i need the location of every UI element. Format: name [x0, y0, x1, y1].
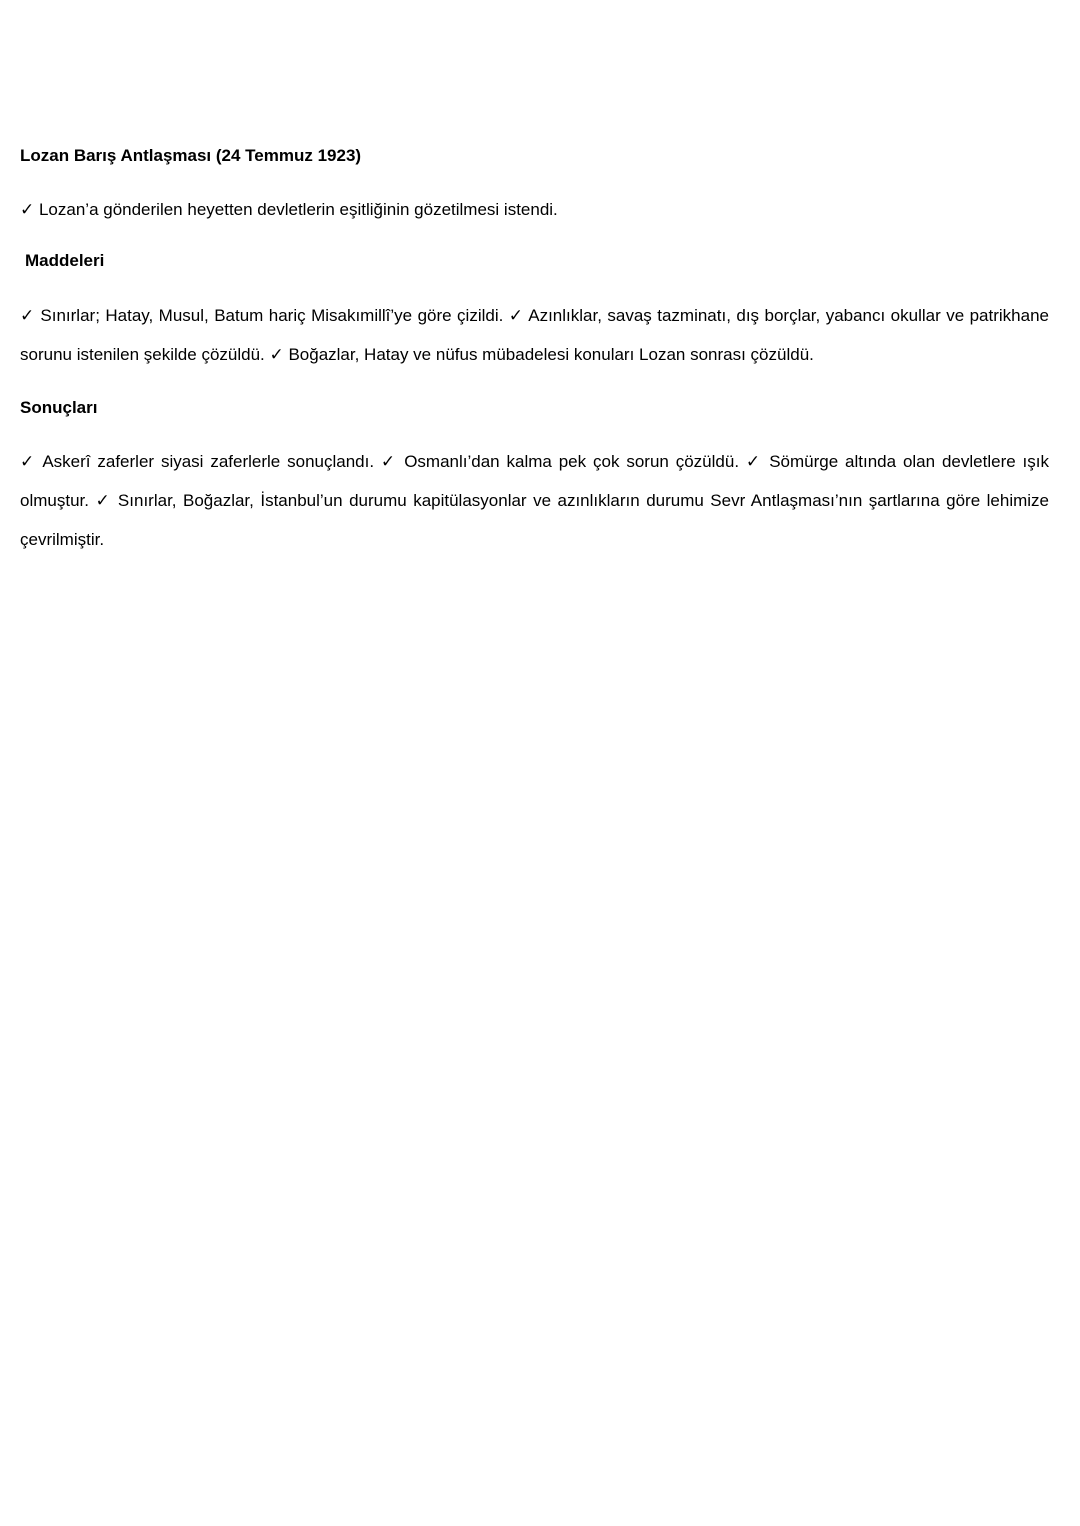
section-heading-sonuclari: Sonuçları — [20, 398, 98, 417]
document-title: Lozan Barış Antlaşması (24 Temmuz 1923) — [20, 146, 362, 165]
section-text-sonuclari: ✓ Askerî zaferler siyasi zaferlerle sonuçlandı. ✓ Osmanlı’dan kalma pek çok sorun çözüldü. ✓ Sömürge altında olan devletlere ışık olmuştur. ✓ Sınırlar, Boğazlar, İstanbul’un durumu kapitülasyonlar ve azınlıkların durumu Sevr Antlaşması’nın şartlarına göre lehimize çevrilmiştir. — [20, 452, 1049, 549]
intro-text: ✓ Lozan’a gönderilen heyetten devletlerin eşitliğinin gözetilmesi istendi. — [20, 200, 558, 219]
section-heading-maddeleri: Maddeleri — [25, 251, 105, 270]
section-text-maddeleri: ✓ Sınırlar; Hatay, Musul, Batum hariç Misakımillî’ye göre çizildi. ✓ Azınlıklar, savaş tazminatı, dış borçlar, yabancı okullar ve patrikhane sorunu istenilen şekilde çözüldü. ✓ Boğazlar, Hatay ve nüfus mübadelesi konuları Lozan sonrası çözüldü. — [20, 306, 1049, 364]
